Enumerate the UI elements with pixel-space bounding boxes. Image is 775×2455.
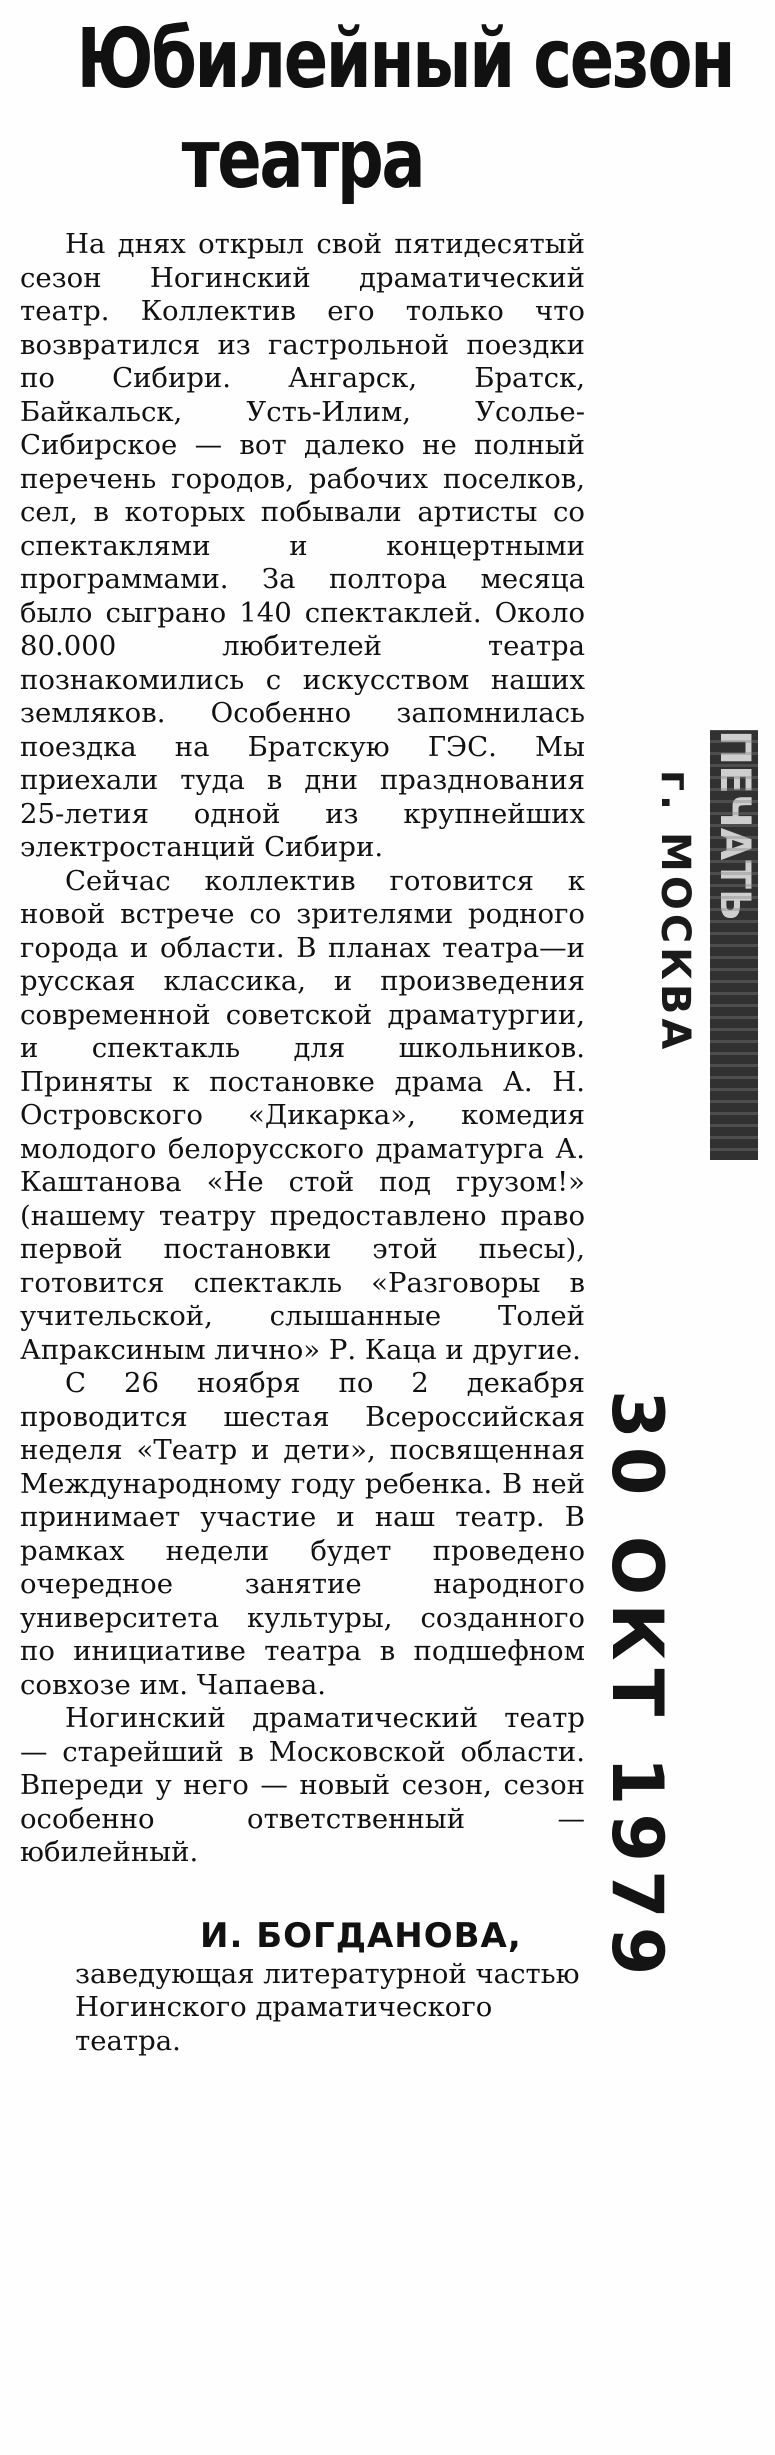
- headline-line-2: театра: [181, 112, 424, 207]
- author-name: И. БОГДАНОВА,: [200, 1915, 522, 1956]
- headline-line-1: Юбилейный сезон: [76, 12, 734, 107]
- stamp-date: 30 ОКТ 1979: [596, 1390, 678, 1984]
- article-paragraph-3: С 26 ноября по 2 декабря проводится шестая Всероссийская неделя «Театр и дети», посвященная Международному году ребенка. В ней принимает участие и наш театр. В рамках недели будет проведено очередное занятие народного университета культуры, созданного по инициативе театра в подшефном совхозе им. Чапаева.: [20, 1367, 585, 1701]
- author-position: [20, 1958, 585, 2059]
- author-position-line-1: заведующая литературной частью Ногинского: [75, 1957, 580, 2023]
- clipping-service-stamp: [600, 730, 770, 1170]
- stamp-city: г. МОСКВА: [652, 770, 698, 1054]
- article-paragraph-1: На днях открыл свой пятидесятый сезон Ногинский драматический театр. Коллектив его только что возвратился из гастрольной поездки по Сибири. Ангарск, Братск, Байкальск, Усть-Илим, Усолье-Сибирское — вот далеко не полный перечень городов, рабочих поселков, сел, в которых побывали артисты со спектаклями и концертными программами. За полтора месяца было сыграно 140 спектаклей. Около 80.000 любителей театра познакомились с искусством наших земляков. Особенно запомнилась поездка на Братскую ГЭС. Мы приехали туда в дни празднования 25-летия одной из крупнейших электростанций Сибири.: [20, 228, 585, 863]
- article-headline: [76, 10, 734, 210]
- article-body: [20, 228, 585, 1870]
- article-paragraph-2: Сейчас коллектив готовится к новой встрече со зрителями родного города и области. В планах театра—и русская классика, и произведения современной советской драматургии, и спектакль для школьников. Приняты к постановке драма А. Н. Островского «Дикарка», комедия молодого белорусского драматурга А. Каштанова «Не стой под грузом!» (нашему театру предоставлено право первой постановки этой пьесы), готовится спектакль «Разговоры в учительской, слышанные Толей Апраксиным лично» Р. Каца и другие.: [20, 864, 585, 1366]
- article-signature: [20, 1914, 585, 2059]
- article-paragraph-4: Ногинский драматический театр — старейший в Московской области. Впереди у него — новый сезон, сезон особенно ответственный — юбилейный.: [20, 1702, 585, 1868]
- stamp-organization: ПЕЧАТЬ: [711, 730, 760, 921]
- author-position-line-2: драматического театра.: [75, 1991, 493, 2057]
